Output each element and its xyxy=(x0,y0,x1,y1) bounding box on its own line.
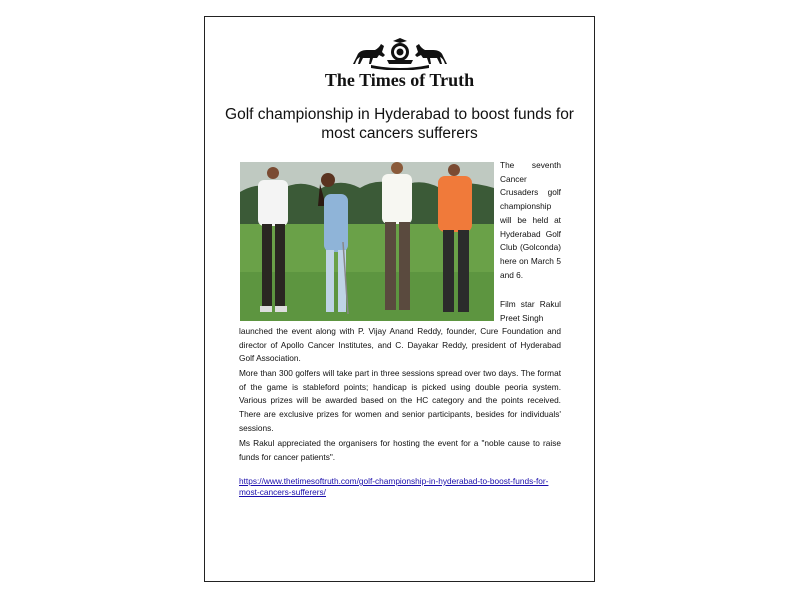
article-headline: Golf championship in Hyderabad to boost funds for most cancers sufferers xyxy=(225,106,574,142)
source-link[interactable]: https://www.thetimesoftruth.com/golf-championship-in-hyderabad-to-boost-funds-for-most-cancers-sufferers/ xyxy=(239,476,549,497)
article-paragraph-2-start: Film star Rakul Preet Singh xyxy=(500,299,561,323)
publication-name: The Times of Truth xyxy=(324,70,475,90)
golfers-photo-icon xyxy=(240,162,494,321)
document-page xyxy=(204,16,595,582)
article-paragraph-4: Ms Rakul appreciated the organisers for hosting the event for a "noble cause to raise funds for cancer patients". xyxy=(239,438,561,462)
article-paragraph-2-rest: launched the event along with P. Vijay Anand Reddy, founder, Cure Foundation and director of Apollo Cancer Institutes, and C. Dayakar Reddy, president of Hyderabad Golf Association. xyxy=(239,326,561,364)
article-paragraph-1: The seventh Cancer Crusaders golf championship will be held at Hyderabad Golf Club (Golconda) here on March 5 and 6. xyxy=(500,160,561,280)
emblem-logo-icon xyxy=(349,38,451,70)
article-paragraph-3: More than 300 golfers will take part in three sessions spread over two days. The format of the game is stableford points; handicap is picked using double peoria system. Various prizes will be awarded based on the HC category and the points received. There are exclusive prizes for women and senior participants, besides for individuals' sessions. xyxy=(239,368,561,433)
